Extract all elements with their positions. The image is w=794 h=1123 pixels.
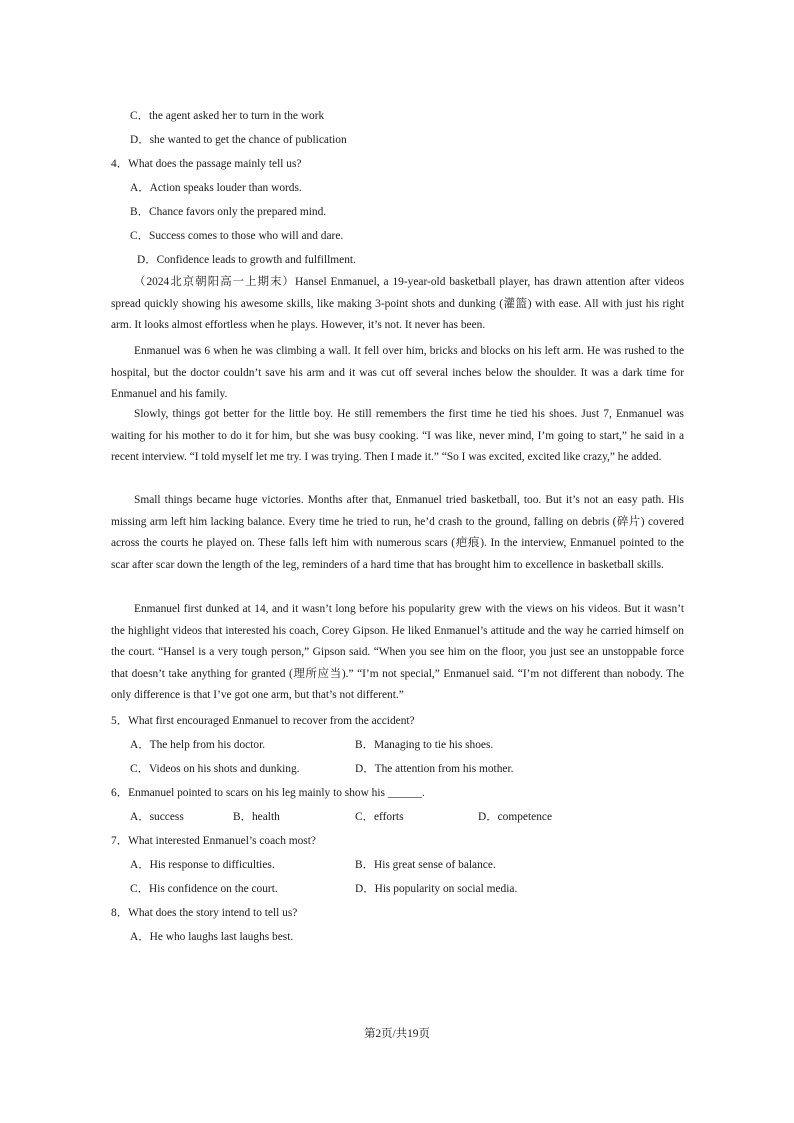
question-4-option-d: D．Confidence leads to growth and fulfillment. <box>137 254 356 266</box>
question-7-option-b: B．His great sense of balance. <box>355 859 496 871</box>
question-7-option-d: D．His popularity on social media. <box>355 883 518 895</box>
question-4-option-b: B．Chance favors only the prepared mind. <box>130 206 327 218</box>
passage-paragraph-1: （2024北京朝阳高一上期末）Hansel Enmanuel, a 19-year-old basketball player, has drawn attention after videos spread quickly showing his awesome skills, like making 3-point shots and dunking (灌篮) with ease. All with just his right arm. It looks almost effortless when he plays. However, it’s not. It never has been. <box>111 276 684 332</box>
question-7-stem: 7．What interested Enmanuel’s coach most? <box>111 835 316 847</box>
question-5-option-d: D．The attention from his mother. <box>355 763 514 775</box>
question-5-stem: 5．What first encouraged Enmanuel to recover from the accident? <box>111 715 415 727</box>
passage-paragraph-2: Enmanuel was 6 when he was climbing a wall. It fell over him, bricks and blocks on his left arm. He was rushed to the hospital, but the doctor couldn’t save his arm and it was cut off several inches below the shoulder. It was a dark time for Enmanuel and his family. <box>111 345 684 401</box>
question-5-option-c: C．Videos on his shots and dunking. <box>130 763 300 775</box>
passage-paragraph-5: Enmanuel first dunked at 14, and it wasn’t long before his popularity grew with the views on his videos. But it wasn’t the highlight videos that interested his coach, Corey Gipson. He liked Enmanuel’s attitude and the way he carried himself on the court. “Hansel is a very tough person,” Gipson said. “When you see him on the floor, you just see an unstoppable force that doesn’t take anything for granted (理所应当).” “I’m not special,” Enmanuel said. “I’m not different than nobody. The only difference is that I’ve got one arm, but that’s not different.” <box>111 603 684 702</box>
question-4-stem: 4．What does the passage mainly tell us? <box>111 158 302 170</box>
passage-paragraph-4: Small things became huge victories. Months after that, Enmanuel tried basketball, too. But it’s not an easy path. His missing arm left him lacking balance. Every time he tried to run, he’d crash to the ground, falling on debris (碎片) covered across the courts he played on. These falls left him with numerous scars (疤痕). In the interview, Enmanuel pointed to the scar after scar down the length of the leg, reminders of a hard time that has brought him to excellence in basketball skills. <box>111 494 684 571</box>
question-6-option-a: A．success <box>130 811 184 823</box>
question-7-option-a: A．His response to difficulties. <box>130 859 275 871</box>
question-5-option-b: B．Managing to tie his shoes. <box>355 739 494 751</box>
passage-paragraph-3: Slowly, things got better for the little boy. He still remembers the first time he tied his shoes. Just 7, Enmanuel was waiting for his mother to do it for him, but she was busy cooking. “I was like, never mind, I’m going to start,” he said in a recent interview. “I told myself let me try. I was trying. Then I made it.” “So I was excited, excited like crazy,” he added. <box>111 408 684 464</box>
question-8-option-a: A．He who laughs last laughs best. <box>130 931 294 943</box>
prev-question-option-c: C．the agent asked her to turn in the work <box>130 110 325 122</box>
question-6-stem: 6．Enmanuel pointed to scars on his leg mainly to show his ______. <box>111 787 425 799</box>
question-8-stem: 8．What does the story intend to tell us? <box>111 907 298 919</box>
question-6-option-d: D．competence <box>478 811 553 823</box>
question-4-option-a: A．Action speaks louder than words. <box>130 182 302 194</box>
question-4-option-c: C．Success comes to those who will and dare. <box>130 230 344 242</box>
page-footer: 第2页/共19页 <box>364 1028 430 1040</box>
question-6-option-c: C．efforts <box>355 811 404 823</box>
question-6-option-b: B．health <box>233 811 280 823</box>
prev-question-option-d: D．she wanted to get the chance of publication <box>130 134 347 146</box>
question-7-option-c: C．His confidence on the court. <box>130 883 278 895</box>
question-5-option-a: A．The help from his doctor. <box>130 739 266 751</box>
